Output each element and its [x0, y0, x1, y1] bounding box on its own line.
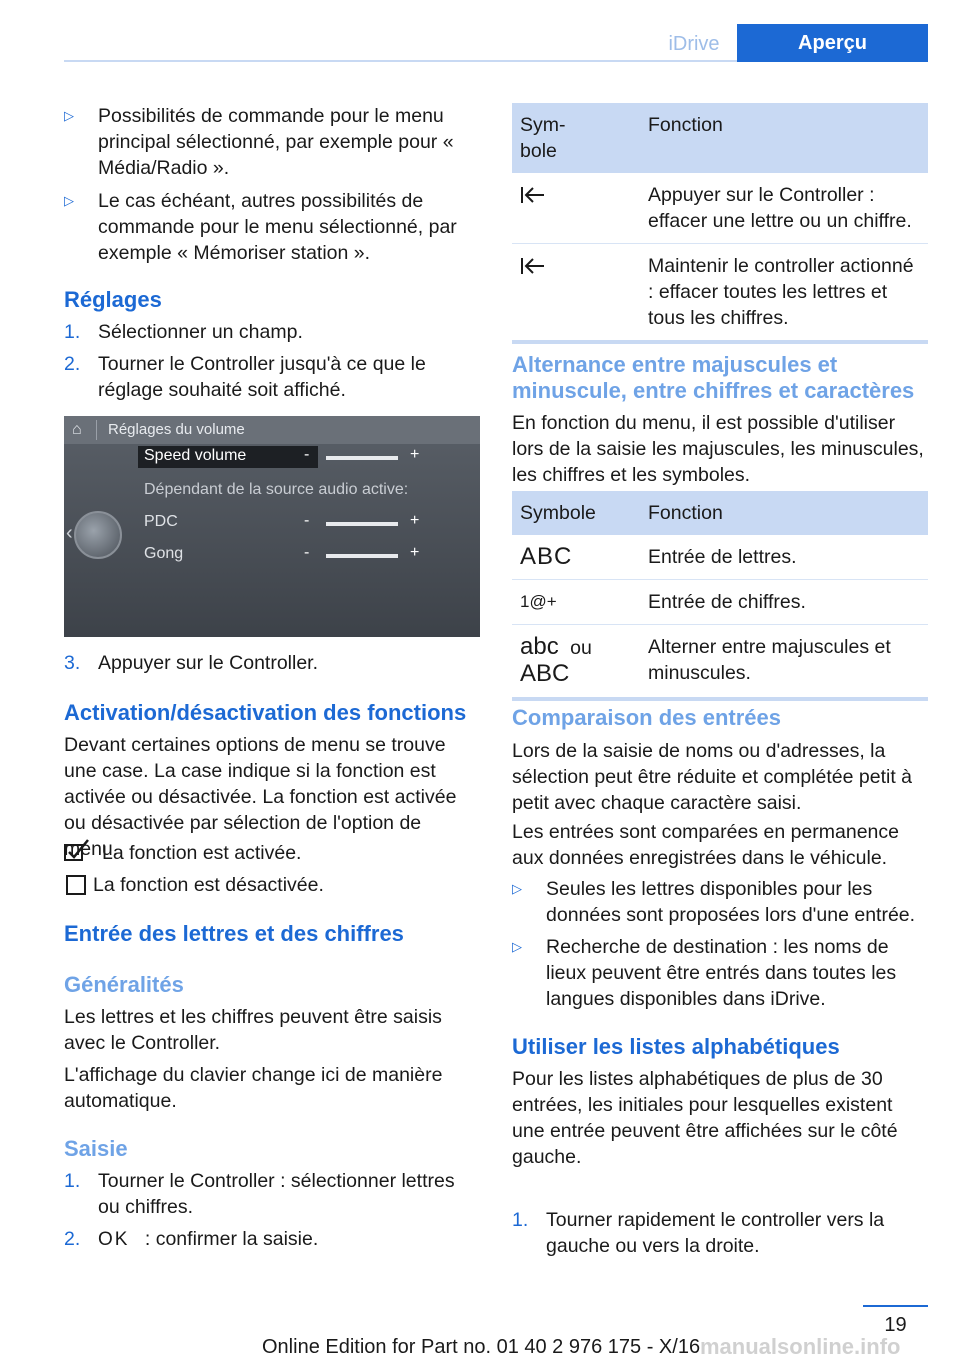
bullet-item — [64, 103, 480, 181]
screen-home-icon: ⌂ — [72, 421, 82, 438]
controller-knob-icon — [74, 511, 122, 559]
step-item — [64, 650, 480, 676]
section-title-entry: Entrée des lettres et des chiffres — [64, 921, 404, 946]
abc-uppercase-icon: ABC — [520, 660, 570, 687]
table-input-modes — [512, 491, 928, 701]
bullet-item — [64, 188, 480, 266]
table-header-symbole: Sym- bole — [512, 103, 640, 173]
section-title-listes: Utiliser les listes alphabétiques — [512, 1034, 840, 1059]
step-item — [64, 1226, 480, 1253]
bullet-triangle-icon: ▷ — [64, 193, 74, 208]
bullet-text: Seules les lettres disponibles pour les données sont proposées lors d'une entrée. — [546, 878, 916, 926]
footer-rule — [863, 1305, 928, 1307]
alternance-text: En fonction du menu, il est possible d'utiliser lors de la saisie les majuscules, les minuscules, les chiffres et les symboles. — [512, 412, 924, 486]
header-tab-idrive: iDrive — [668, 33, 720, 55]
step-number: 3. — [64, 652, 81, 674]
table-cell-text: Maintenir le controller actionné : effacer toutes les lettres et tous les chiffres. — [640, 244, 928, 343]
bullet-text: Recherche de destination : les noms de lieux peuvent être entrés dans toutes les langues disponibles dans iDrive. — [546, 936, 897, 1010]
step-item — [64, 351, 480, 403]
screen-back-arrow: ‹ — [66, 522, 73, 544]
screen-row-pdc: PDC — [144, 513, 178, 530]
saisie-steps — [64, 1168, 480, 1253]
table-cell-text: Entrée de lettres. — [640, 535, 928, 580]
slider-minus-label: - — [304, 446, 310, 463]
step-text: Tourner le Controller jusqu'à ce que le réglage souhaité soit affiché. — [98, 353, 426, 401]
watermark-text: manualsonline.info — [700, 1334, 901, 1359]
backspace-icon — [512, 244, 640, 343]
section-title-activation: Activation/désactivation des fonctions — [64, 700, 467, 725]
checked-text: La fonction est activée. — [102, 842, 302, 864]
reglages-steps — [64, 319, 480, 403]
bullet-triangle-icon: ▷ — [512, 939, 522, 954]
bullet-text: Possibilités de commande pour le menu principal sélectionné, par exemple pour « Média/Radio ». — [98, 105, 454, 179]
subsection-title-general: Généralités — [64, 972, 184, 997]
abc-lowercase-icon: abc — [520, 633, 559, 660]
abc-uppercase-icon: ABC — [512, 535, 640, 580]
step-text: : confirmer la saisie. — [144, 1228, 319, 1250]
comparaison-paragraph-2: Les entrées sont comparées en permanence aux données enregistrées dans le véhicule. — [512, 821, 899, 869]
step-item — [64, 319, 480, 345]
header-tab-apercu: Aperçu — [737, 24, 928, 62]
case-toggle-symbols — [512, 625, 640, 700]
step-number: 1. — [64, 1170, 81, 1192]
table-cell-text: Entrée de chiffres. — [640, 580, 928, 625]
screen-row-dependant: Dépendant de la source audio active: — [144, 481, 409, 498]
checkbox-checked-icon — [64, 838, 86, 860]
step-number: 2. — [64, 353, 81, 375]
slider-minus-label: - — [304, 512, 310, 529]
comparaison-bullets — [512, 876, 928, 1012]
step-item — [64, 1168, 480, 1220]
slider-plus-label: + — [410, 544, 420, 561]
screen-title-divider — [96, 420, 97, 440]
backspace-icon — [512, 173, 640, 244]
activation-text: Devant certaines options de menu se trouve une case. La case indique si la fonction est activée ou désactivée. La fonction est activée ou désactivée par sélection de l'option de menu. — [64, 734, 457, 860]
step-text: Tourner le Controller : sélectionner lettres ou chiffres. — [98, 1170, 455, 1218]
slider-minus-label: - — [304, 544, 310, 561]
bullet-text: Le cas échéant, autres possibilités de commande pour le menu sélectionné, par exemple « Mémoriser station ». — [98, 190, 457, 264]
general-paragraph-1: Les lettres et les chiffres peuvent être saisis avec le Controller. — [64, 1006, 442, 1054]
step-number: 1. — [64, 321, 81, 343]
idrive-screen-image — [64, 416, 480, 637]
page-number: 19 — [884, 1314, 907, 1336]
step-text: Sélectionner un champ. — [98, 321, 303, 343]
unchecked-text: La fonction est désactivée. — [93, 874, 324, 896]
table-header-symbole: Symbole — [512, 491, 640, 535]
footer-edition: Online Edition for Part no. 01 40 2 976 175 - X/16 — [262, 1336, 701, 1358]
table-row — [512, 625, 928, 700]
screen-row-speed-volume: Speed volume — [144, 447, 247, 464]
section-title-reglages: Réglages — [64, 287, 162, 312]
screen-row-gong: Gong — [144, 545, 184, 562]
subsection-title-saisie: Saisie — [64, 1136, 128, 1161]
step-text: Appuyer sur le Controller. — [98, 652, 319, 674]
table-header-fonction: Fonction — [640, 491, 928, 535]
bullet-triangle-icon: ▷ — [64, 108, 74, 123]
ok-icon: OK — [98, 1229, 130, 1250]
bullet-triangle-icon: ▷ — [512, 881, 522, 896]
bullet-item — [512, 876, 928, 928]
step-text: Tourner rapidement le controller vers la gauche ou vers la droite. — [546, 1209, 885, 1257]
table-cell-text: Alterner entre majuscules et minuscules. — [640, 625, 928, 700]
table-row — [512, 535, 928, 580]
left-column — [64, 103, 480, 266]
table-row — [512, 244, 928, 343]
table-row — [512, 580, 928, 625]
comparaison-paragraph-1: Lors de la saisie de noms ou d'adresses, la sélection peut être réduite et complétée petit à petit avec chaque caractère saisi. — [512, 740, 912, 814]
step-number: 2. — [64, 1228, 81, 1250]
or-text: ou — [570, 637, 592, 659]
pdc-slider — [326, 522, 398, 526]
screen-title: Réglages du volume — [108, 421, 245, 438]
numbers-symbols-icon: 1@+ — [512, 580, 640, 625]
section-title-alternance: Alternance entre majuscules et minuscule, entre chiffres et caractères — [512, 352, 915, 403]
gong-slider — [326, 554, 398, 558]
volume-slider — [326, 456, 398, 460]
table-delete-functions — [512, 103, 928, 344]
slider-plus-label: + — [410, 446, 420, 463]
table-cell-text: Appuyer sur le Controller : effacer une lettre ou un chiffre. — [640, 173, 928, 244]
table-row — [512, 173, 928, 244]
listes-text: Pour les listes alphabétiques de plus de 30 entrées, les initiales pour lesquelles existent une entrée peuvent être affichées sur le côté gauche. — [512, 1068, 898, 1168]
slider-plus-label: + — [410, 512, 420, 529]
general-paragraph-2: L'affichage du clavier change ici de manière automatique. — [64, 1064, 443, 1112]
section-title-comparaison: Comparaison des entrées — [512, 705, 781, 730]
table-header-fonction: Fonction — [640, 103, 928, 173]
step-item — [512, 1207, 928, 1259]
bullet-item — [512, 934, 928, 1012]
checkbox-unchecked-icon — [66, 875, 86, 895]
step-number: 1. — [512, 1209, 529, 1231]
